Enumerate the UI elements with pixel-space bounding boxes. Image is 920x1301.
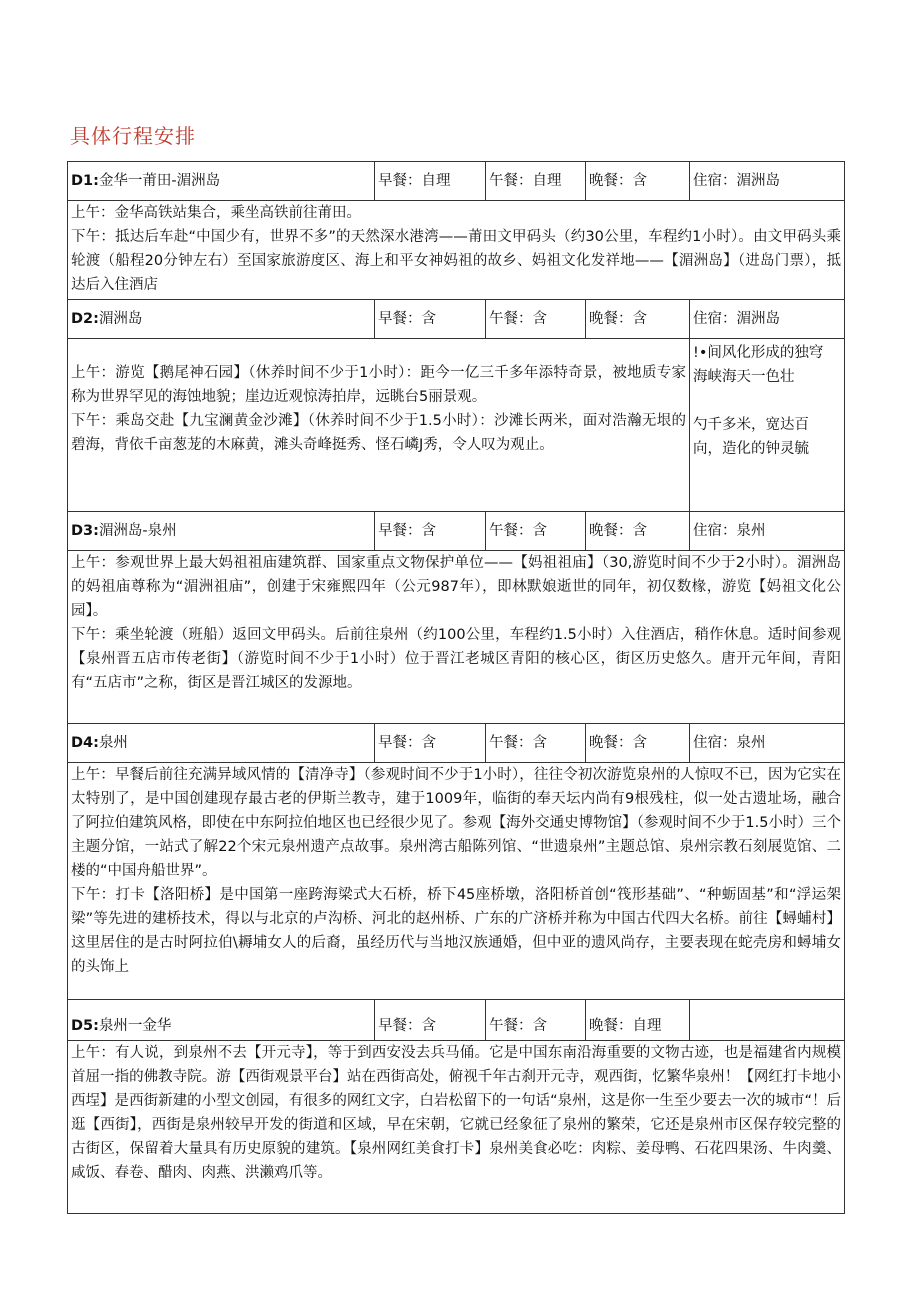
day-route: 金华一莆田-湄洲岛 (98, 173, 221, 189)
lunch-cell: 午餐：自理 (486, 162, 586, 201)
day-4-detail (68, 763, 845, 1000)
day-5-header-row (68, 1000, 845, 1041)
day-1-header-row (68, 162, 845, 201)
day-code: D2: (71, 311, 99, 327)
day-2-detail (68, 339, 690, 512)
dinner-cell: 晚餐：含 (586, 512, 690, 551)
lunch-cell: 午餐：含 (486, 512, 586, 551)
breakfast-cell: 早餐：含 (375, 1000, 486, 1041)
dinner-cell: 晚餐：含 (586, 724, 690, 763)
day-2-header-row (68, 300, 845, 339)
fragment-line: !•间风化形成的独穹 (693, 345, 824, 361)
breakfast-cell: 早餐：含 (375, 512, 486, 551)
paragraph: 上午：早餐后前往充满异域风情的【清净寺】（参观时间不少于1小时），往往令初次游览泉州的人惊叹不已，因为它实在太特别了，是中国创建现存最古老的伊斯兰教寺，建于1009年，临街的奉天坛内尚有9根残柱，似一处古遗址场，融合了阿拉伯建筑风格，即使在中东阿拉伯地区也已经很少见了。参观【海外交通史博物馆】（参观时间不少于1.5小时）三个主题分馆，一站式了解22个宋元泉州遗产点故事。泉州湾古船陈列馆、“世遗泉州”主题总馆、泉州宗教石刻展览馆、二楼的“中国舟船世界”。 (71, 767, 841, 879)
day-4-header-row (68, 724, 845, 763)
day-code: D1: (71, 173, 99, 189)
breakfast-cell: 早餐：含 (375, 724, 486, 763)
day-4-detail-row (68, 763, 845, 1000)
fragment-line: 向，造化的钟灵毓 (693, 441, 809, 457)
day-code: D4: (71, 735, 99, 751)
dinner-cell: 晚餐：自理 (586, 1000, 690, 1041)
dinner-cell: 晚餐：含 (586, 162, 690, 201)
fragment-line: 勺千多米，宽达百 (693, 417, 809, 433)
day-1-title (68, 162, 375, 201)
day-code: D3: (71, 523, 99, 539)
dinner-cell: 晚餐：含 (586, 300, 690, 339)
page-title: 具体行程安排 (70, 124, 196, 148)
breakfast-cell: 早餐：含 (375, 300, 486, 339)
day-4-title (68, 724, 375, 763)
lodging-cell: 住宿：湄洲岛 (690, 162, 845, 201)
day-route: 泉州 (98, 735, 128, 751)
day-3-detail (68, 551, 845, 724)
day-2-title (68, 300, 375, 339)
paragraph: 上午：游览【鹅尾神石园】（休养时间不少于1小时）：距今一亿三千多年添特奇景，被地质专家称为世界罕见的海蚀地貌；崖边近观惊涛拍岸，远眺台5丽景观。 (71, 365, 686, 405)
day-2-side-fragment (690, 339, 845, 512)
lunch-cell: 午餐：含 (486, 1000, 586, 1041)
fragment-line: 海峡海天一色壮 (693, 369, 795, 385)
lunch-cell: 午餐：含 (486, 724, 586, 763)
day-route: 泉州一金华 (98, 1018, 172, 1034)
breakfast-cell: 早餐：自理 (375, 162, 486, 201)
day-route: 湄洲岛 (98, 311, 143, 327)
day-1-detail-row (68, 201, 845, 300)
lunch-cell: 午餐：含 (486, 300, 586, 339)
paragraph: 下午：打卡【洛阳桥】是中国第一座跨海梁式大石桥，桥下45座桥墩，洛阳桥首创“筏形基础”、“种蛎固基”和“浮运架梁”等先进的建桥技术，得以与北京的卢沟桥、河北的赵州桥、广东的广济桥并称为中国古代四大名桥。前往【蟳蜅村】这里居住的是古时阿拉伯\耨埔女人的后裔，虽经历代与当地汉族通婚，但中亚的遗风尚存，主要表现在蛇壳房和蟳埔女的头饰上 (71, 887, 841, 975)
day-route: 湄洲岛-泉州 (98, 523, 177, 539)
day-code: D5: (71, 1018, 99, 1034)
day-3-title (68, 512, 375, 551)
day-5-detail (68, 1041, 845, 1214)
paragraph: 上午：参观世界上最大妈祖祖庙建筑群、国家重点文物保护单位——【妈祖祖庙】（30,游览时间不少于2小时）。湄洲岛的妈祖庙尊称为“湄洲祖庙”，创建于宋雍熙四年（公元987年），即林默娘逝世的同年，初仅数椽，游览【妈祖文化公园】。 (71, 555, 841, 619)
paragraph: 下午：乘坐轮渡（班船）返回文甲码头。后前往泉州（约100公里，车程约1.5小时）入住酒店，稍作休息。适时间参观【泉州晋五店市传老街】（游览时间不少于1小时）位于晋江老城区青阳的核心区，街区历史悠久。唐开元年间，青阳有“五店市”之称，街区是晋江城区的发源地。 (71, 627, 841, 691)
day-3-detail-row (68, 551, 845, 724)
lodging-cell (690, 1000, 845, 1041)
day-2-detail-row (68, 339, 845, 512)
lodging-cell: 住宿：泉州 (690, 512, 845, 551)
fragment-line (693, 389, 841, 413)
lodging-cell: 住宿：湄洲岛 (690, 300, 845, 339)
day-3-header-row (68, 512, 845, 551)
paragraph: 上午：有人说，到泉州不去【开元寺】，等于到西安没去兵马俑。它是中国东南沿海重要的文物古迹，也是福建省内规模首屈一指的佛教寺院。游【西街观景平台】站在西街高处，俯视千年古刹开元寺，观西街，忆繁华泉州！【网红打卡地小西埕】是西街新建的小型文创园，有很多的网红文字，白岩松留下的一句话“泉州，这是你一生至少要去一次的城市“！后逛【西街】，西街是泉州较早开发的街道和区域，早在宋朝，它就已经象征了泉州的繁荣，它还是泉州市区保存较完整的古街区，保留着大量具有历史原貌的建筑。【泉州网红美食打卡】泉州美食必吃：肉粽、姜母鸭、石花四果汤、牛肉羹、咸饭、春卷、醋肉、肉燕、洪濑鸡爪等。 (71, 1045, 841, 1181)
paragraph: 上午：金华高铁站集合，乘坐高铁前往莆田。 (71, 205, 361, 221)
itinerary-table (67, 161, 845, 1214)
paragraph: 下午：乘岛交赴【九宝澜黄金沙滩】（休养时间不少于1.5小时）：沙滩长两米，面对浩瀚无垠的碧海，背依千亩葱茏的木麻黄，滩头奇峰挺秀、怪石嶙J秀，令人叹为观止。 (71, 413, 686, 453)
day-5-detail-row (68, 1041, 845, 1214)
day-1-detail (68, 201, 845, 300)
lodging-cell: 住宿：泉州 (690, 724, 845, 763)
paragraph: 下午：抵达后车赴“中国少有，世界不多”的天然深水港湾——莆田文甲码头（约30公里，车程约1小时）。由文甲码头乘轮渡（船程20分钟左右）至国家旅游度区、海上和平女神妈祖的故乡、妈祖文化发祥地——【湄洲岛】（进岛门票），抵达后入住酒店 (71, 229, 841, 293)
day-5-title (68, 1000, 375, 1041)
